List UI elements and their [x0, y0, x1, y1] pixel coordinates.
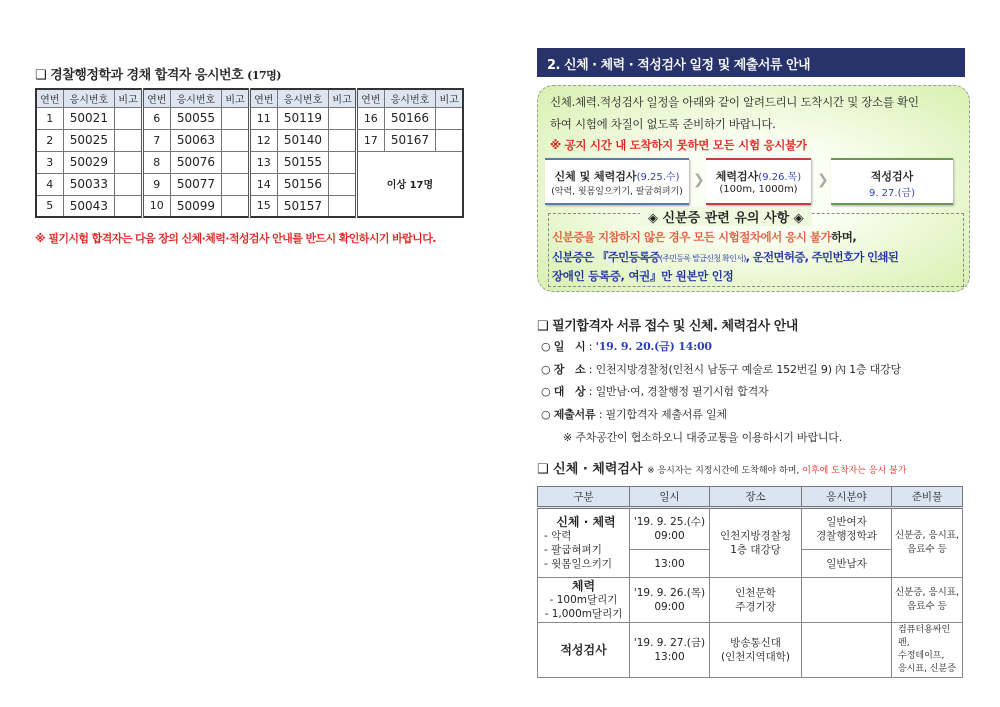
- col-header: 응시번호: [384, 89, 436, 107]
- date-cell: '19. 9. 27.(금) 13:00: [630, 623, 710, 678]
- exam-number-cell: 50167: [384, 129, 436, 151]
- prep-cell: 컴퓨터용싸인펜, 수정테이프, 응시표, 신분증: [892, 623, 963, 678]
- col-header: 장소: [710, 487, 802, 508]
- seq-cell: 7: [142, 129, 170, 151]
- category-cell: 체력 - 100m달리기 - 1,000m달리기: [538, 578, 630, 623]
- remark-cell: [115, 173, 143, 195]
- item-label: 장 소: [553, 362, 586, 376]
- info-item: ○ 일 시 : '19. 9. 20.(금) 14:00: [541, 340, 712, 353]
- exam-number-cell: 50166: [384, 107, 436, 129]
- col-header: 비고: [222, 89, 250, 107]
- remark-cell: [436, 129, 463, 151]
- id-notice-line-1: 신분증을 지참하지 않은 경우 모든 시험절차에서 응시 불가하며,: [552, 230, 857, 244]
- remark-cell: [329, 107, 357, 129]
- col-header: 응시번호: [63, 89, 115, 107]
- info-item: ○ 대 상 : 일반남·여, 경찰행정 필기시험 합격자: [541, 385, 769, 398]
- section3-title: ❑ 신체 · 체력검사 ※ 응시자는 지정시간에 도착해야 하며, 이후에 도착자는 응시 불가: [537, 462, 907, 477]
- remark-cell: [436, 107, 463, 129]
- circle-bullet-icon: ○: [541, 340, 551, 353]
- arrow-icon: ❯: [817, 172, 829, 188]
- exam-number-cell: 50156: [277, 173, 329, 195]
- exam-number-cell: 50157: [277, 195, 329, 217]
- seq-cell: 13: [249, 151, 277, 173]
- place-cell: 인천문학 주경기장: [710, 578, 802, 623]
- item-label: 제출서류: [553, 407, 596, 421]
- remark-cell: [115, 129, 143, 151]
- intro-line-1: 신체.체력.적성검사 일정을 아래와 같이 알려드리니 도착시간 및 장소를 확인: [550, 95, 919, 109]
- id-notice-line-3: 장애인 등록증, 여권』만 원본만 인정: [552, 269, 734, 283]
- remark-cell: [115, 151, 143, 173]
- date-cell: '19. 9. 25.(수) 09:00: [630, 508, 710, 550]
- passers-title: ❑ 경찰행정학과 경채 합격자 응시번호 (17명): [35, 68, 282, 83]
- remark-cell: [329, 151, 357, 173]
- col-header: 응시분야: [802, 487, 892, 508]
- exam-number-cell: 50029: [63, 151, 115, 173]
- circle-bullet-icon: ○: [541, 362, 551, 376]
- item-value: 일반남·여, 경찰행정 필기시험 합격자: [595, 385, 769, 398]
- item-value: '19. 9. 20.(금) 14:00: [595, 340, 712, 353]
- passers-table: [35, 88, 464, 218]
- field-cell: 일반여자 경찰행정학과: [802, 508, 892, 550]
- remark-cell: [329, 195, 357, 217]
- info-item: ○ 장 소 : 인천지방경찰청(인천시 남동구 예술로 152번길 9) 內 1층 대강당: [541, 362, 901, 376]
- date-cell: '19. 9. 26.(목) 09:00: [630, 578, 710, 623]
- remark-cell: [115, 195, 143, 217]
- prep-cell: 신분증, 응시표, 음료수 등: [892, 578, 963, 623]
- field-cell: 일반남자: [802, 550, 892, 578]
- flow-step-1: 신체 및 체력검사(9.25.수) (악력, 윗몸일으키기, 팔굽혀펴기): [545, 158, 689, 205]
- exam-number-cell: 50021: [63, 107, 115, 129]
- seq-cell: 8: [142, 151, 170, 173]
- total-cell: 이상 17명: [356, 151, 463, 217]
- exam-number-cell: 50140: [277, 129, 329, 151]
- seq-cell: 14: [249, 173, 277, 195]
- seq-cell: 9: [142, 173, 170, 195]
- exam-number-cell: 50025: [63, 129, 115, 151]
- remark-cell: [222, 151, 250, 173]
- schedule-table: [537, 486, 963, 678]
- remark-cell: [222, 173, 250, 195]
- field-cell: [802, 623, 892, 678]
- exam-number-cell: 50055: [170, 107, 222, 129]
- col-header: 연번: [142, 89, 170, 107]
- col-header: 응시번호: [170, 89, 222, 107]
- remark-cell: [222, 195, 250, 217]
- item-label: 대 상: [553, 385, 586, 398]
- exam-number-cell: 50077: [170, 173, 222, 195]
- circle-bullet-icon: ○: [541, 407, 551, 421]
- remark-cell: [222, 107, 250, 129]
- seq-cell: 12: [249, 129, 277, 151]
- seq-cell: 1: [36, 107, 63, 129]
- remark-cell: [115, 107, 143, 129]
- seq-cell: 17: [356, 129, 384, 151]
- seq-cell: 11: [249, 107, 277, 129]
- table-row: [538, 623, 963, 678]
- remark-cell: [222, 129, 250, 151]
- table-row: [538, 508, 963, 550]
- section2-title: ❑ 필기합격자 서류 접수 및 신체. 체력검사 안내: [537, 319, 798, 334]
- col-header: 준비물: [892, 487, 963, 508]
- seq-cell: 4: [36, 173, 63, 195]
- col-header: 구분: [538, 487, 630, 508]
- exam-number-cell: 50063: [170, 129, 222, 151]
- table-row: [36, 151, 463, 173]
- col-header: 연번: [356, 89, 384, 107]
- warning-text: ※ 공지 시간 내 도착하지 못하면 모든 시험 응시불가: [550, 138, 807, 152]
- intro-line-2: 하여 시험에 차질이 없도록 준비하기 바랍니다.: [550, 117, 776, 131]
- seq-cell: 3: [36, 151, 63, 173]
- col-header: 응시번호: [277, 89, 329, 107]
- field-cell: [802, 578, 892, 623]
- item-label: 일 시: [553, 340, 586, 353]
- col-header: 일시: [630, 487, 710, 508]
- remark-cell: [329, 173, 357, 195]
- seq-cell: 16: [356, 107, 384, 129]
- col-header: 비고: [115, 89, 143, 107]
- exam-number-cell: 50099: [170, 195, 222, 217]
- exam-number-cell: 50155: [277, 151, 329, 173]
- id-notice-title: ◈ 신분증 관련 유의 사항 ◈: [640, 207, 812, 226]
- seq-cell: 5: [36, 195, 63, 217]
- table-row: [36, 107, 463, 129]
- col-header: 비고: [329, 89, 357, 107]
- place-cell: 방송통신대 (인천지역대학): [710, 623, 802, 678]
- item-value: 필기합격자 제출서류 일체: [605, 407, 727, 421]
- seq-cell: 15: [249, 195, 277, 217]
- seq-cell: 2: [36, 129, 63, 151]
- seq-cell: 10: [142, 195, 170, 217]
- seq-cell: 6: [142, 107, 170, 129]
- flow-step-3: 적성검사 9. 27.(금): [831, 158, 953, 205]
- flow-step-2: 체력검사(9.26.목) (100m, 1000m): [706, 158, 811, 205]
- exam-number-cell: 50119: [277, 107, 329, 129]
- table-row: [36, 129, 463, 151]
- exam-number-cell: 50076: [170, 151, 222, 173]
- date-cell: 13:00: [630, 550, 710, 578]
- col-header: 비고: [436, 89, 463, 107]
- exam-number-cell: 50043: [63, 195, 115, 217]
- circle-bullet-icon: ○: [541, 385, 551, 398]
- info-item: ○ 제출서류 : 필기합격자 제출서류 일체: [541, 407, 727, 421]
- col-header: 연번: [36, 89, 63, 107]
- arrow-icon: ❯: [693, 172, 705, 188]
- remark-cell: [329, 129, 357, 151]
- prep-cell: 신분증, 응시표, 음료수 등: [892, 508, 963, 578]
- id-notice-line-2: 신분증은 『주민등록증(주민등록 발급신청 확인서), 운전면허증, 주민번호가 인쇄된: [552, 250, 899, 264]
- item-value: 인천지방경찰청(인천시 남동구 예술로 152번길 9) 內 1층 대강당: [595, 362, 901, 376]
- parking-note: ※ 주차공간이 협소하오니 대중교통을 이용하시기 바랍니다.: [563, 431, 843, 444]
- table-row: [538, 578, 963, 623]
- exam-number-cell: 50033: [63, 173, 115, 195]
- category-cell: 신체 · 체력 - 악력 - 팔굽혀펴기 - 윗몸일으키기: [538, 508, 630, 578]
- place-cell: 인천지방경찰청 1층 대강당: [710, 508, 802, 578]
- col-header: 연번: [249, 89, 277, 107]
- category-cell: 적성검사: [538, 623, 630, 678]
- section-header: 2. 신체 · 체력 · 적성검사 일정 및 제출서류 안내: [537, 48, 965, 77]
- notice-text: ※ 필기시험 합격자는 다음 장의 신체·체력·적성검사 안내를 반드시 확인하시기 바랍니다.: [35, 232, 436, 245]
